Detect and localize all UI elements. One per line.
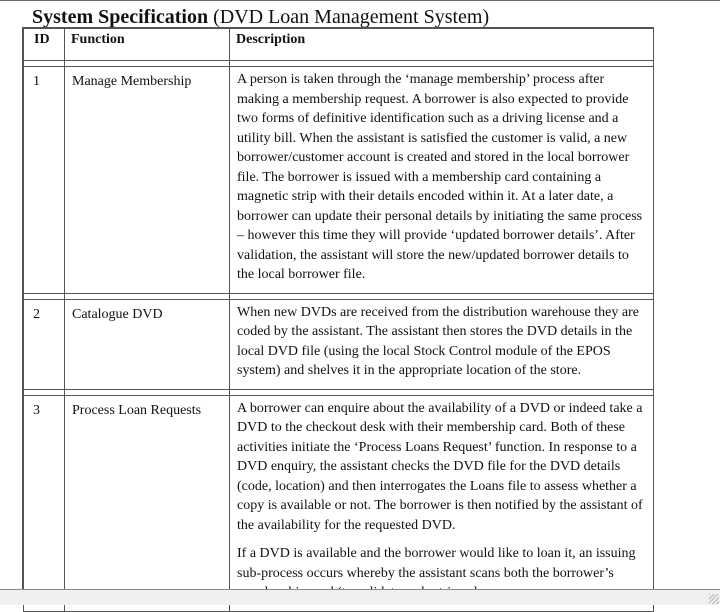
row-description xyxy=(230,67,654,294)
row-function: Process Loan Requests xyxy=(65,395,230,611)
table-row xyxy=(24,67,654,294)
row-description xyxy=(230,395,654,611)
header-description: Description xyxy=(230,29,654,61)
description-paragraph: If a DVD is available and the borrower would like to loan it, an issuing sub-process occurs whereby the assistant scans both the borrower’s xyxy=(237,546,636,581)
resize-grip-icon[interactable] xyxy=(709,594,719,604)
specification-table xyxy=(23,28,654,612)
table-header-row xyxy=(24,29,654,61)
description-paragraph: When new DVDs are received from the distribution warehouse they are coded by the assistant. The assistant then stores the DVD details in the local DVD file (using the local Stock Control module of the EPOS system) and shelves it in the appropriate location of the store. xyxy=(237,304,639,378)
row-id: 3 xyxy=(24,395,65,611)
description-paragraph: A borrower can enquire about the availability of a DVD or indeed take a DVD to the checkout desk with their membership card. Both of these activities initiate the ‘Process Loans Request’ function. In response to a DVD enquiry, the assistant checks the DVD file for the DVD details (code, location) and then interrogates the Loans file to assess whether a copy is available or not. The borrower is then notified by the assistant of the availability for the requested DVD. xyxy=(237,400,643,533)
table-row xyxy=(24,299,654,389)
row-function: Manage Membership xyxy=(65,67,230,294)
status-bar xyxy=(0,589,720,605)
row-id: 1 xyxy=(24,67,65,294)
window-top-border xyxy=(0,0,720,1)
table-row xyxy=(24,395,654,611)
description-paragraph: A person is taken through the ‘manage membership’ process after making a membership request. A borrower is also expected to provide two forms of definitive identification such as a driving license and a utility bill. When the assistant is satisfied the customer is valid, a new borrower/customer account is created and stored in the local borrower file. The borrower is issued with a membership card containing a magnetic strip with their details encoded within it. At a later date, a borrower can update their personal details by initiating the same process – however this time they will provide ‘updated borrower details’. After validation, the assistant will store the new/updated borrower details to the local borrower file. xyxy=(237,72,643,282)
specification-table-viewport xyxy=(22,27,654,590)
header-id: ID xyxy=(24,29,65,61)
document-title xyxy=(32,5,489,29)
document-title-bold: System Specification xyxy=(32,6,209,28)
row-description xyxy=(230,299,654,389)
row-function: Catalogue DVD xyxy=(65,299,230,389)
row-id: 2 xyxy=(24,299,65,389)
header-function: Function xyxy=(65,29,230,61)
document-title-rest: (DVD Loan Management System) xyxy=(208,6,490,28)
